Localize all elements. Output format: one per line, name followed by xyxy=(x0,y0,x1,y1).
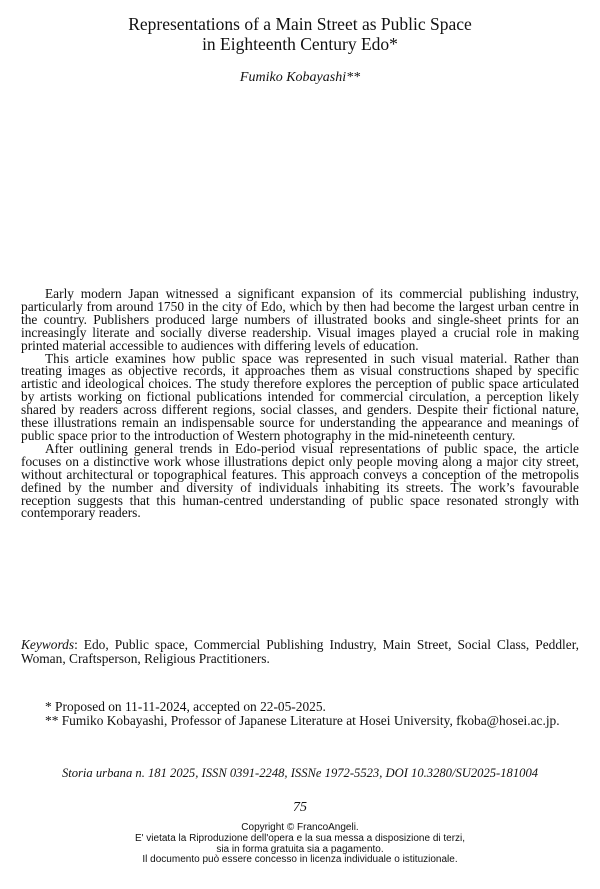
copyright-line-4: Il documento può essere concesso in licenza individuale o istituzionale. xyxy=(142,854,458,866)
abstract-paragraph-3: After outlining general trends in Edo-period visual representations of public space, the article focuses on a distinctive work whose illustrations depict only people moving along a major city street, without architectural or topographical features. This approach conveys a conception of the metropolis defined by the number and diversity of individuals inhabiting its streets. The work’s favourable reception suggests that this human-centred understanding of public space resonated strongly with contemporary readers. xyxy=(21,440,579,521)
keywords-list: : Edo, Public space, Commercial Publishing Industry, Main Street, Social Class, Peddler, Woman, Craftsperson, Religious Practitioners. xyxy=(21,637,579,666)
article-title xyxy=(0,14,600,54)
abstract-paragraph-2: This article examines how public space was represented in such visual material. Rather than treating images as objective records, it approaches them as visual constructions shaped by specific artistic and ideological choices. The study therefore explores the perception of public space articulated by artists working on fictional publications intended for commercial circulation, a perception likely shared by readers across different regions, social classes, and genders. Despite their fictional nature, these illustrations remain an indispensable source for understanding the appearance and meanings of public space prior to the introduction of Western photography in the mid-nineteenth century. xyxy=(21,350,579,443)
keywords-label: Keywords xyxy=(21,637,75,652)
footnote-1: * Proposed on 11-11-2024, accepted on 22-05-2025. xyxy=(45,699,326,714)
author-name: Fumiko Kobayashi** xyxy=(239,70,361,85)
footnotes xyxy=(21,700,579,727)
article-title-line-2: in Eighteenth Century Edo* xyxy=(202,34,398,54)
footnote-2: ** Fumiko Kobayashi, Professor of Japanese Literature at Hosei University, fkoba@hosei.ac.jp. xyxy=(45,712,560,728)
journal-citation: Storia urbana n. 181 2025, ISSN 0391-2248, ISSNe 1972-5523, DOI 10.3280/SU2025-181004 xyxy=(61,766,539,780)
article-title-line-1: Representations of a Main Street as Public Space xyxy=(128,14,472,34)
abstract-paragraph-1: Early modern Japan witnessed a significant expansion of its commercial publishing industry, particularly from around 1750 in the city of Edo, which by then had become the largest urban centre in the country. Publishers produced large numbers of illustrated books and single-sheet prints for an increasingly literate and socially diverse readership. Visual images played a crucial role in making printed material accessible to audiences with differing levels of education. xyxy=(21,286,579,353)
page-number: 75 xyxy=(293,800,307,815)
copyright-line-1: Copyright © FrancoAngeli. xyxy=(241,822,359,833)
copyright-notice xyxy=(0,823,600,866)
keywords xyxy=(21,638,579,665)
abstract xyxy=(21,288,579,520)
copyright-line-3: sia in forma gratuita sia a pagamento. xyxy=(216,843,384,855)
copyright-line-2: E' vietata la Riproduzione dell'opera e la sua messa a disposizione di terzi, xyxy=(134,832,466,844)
